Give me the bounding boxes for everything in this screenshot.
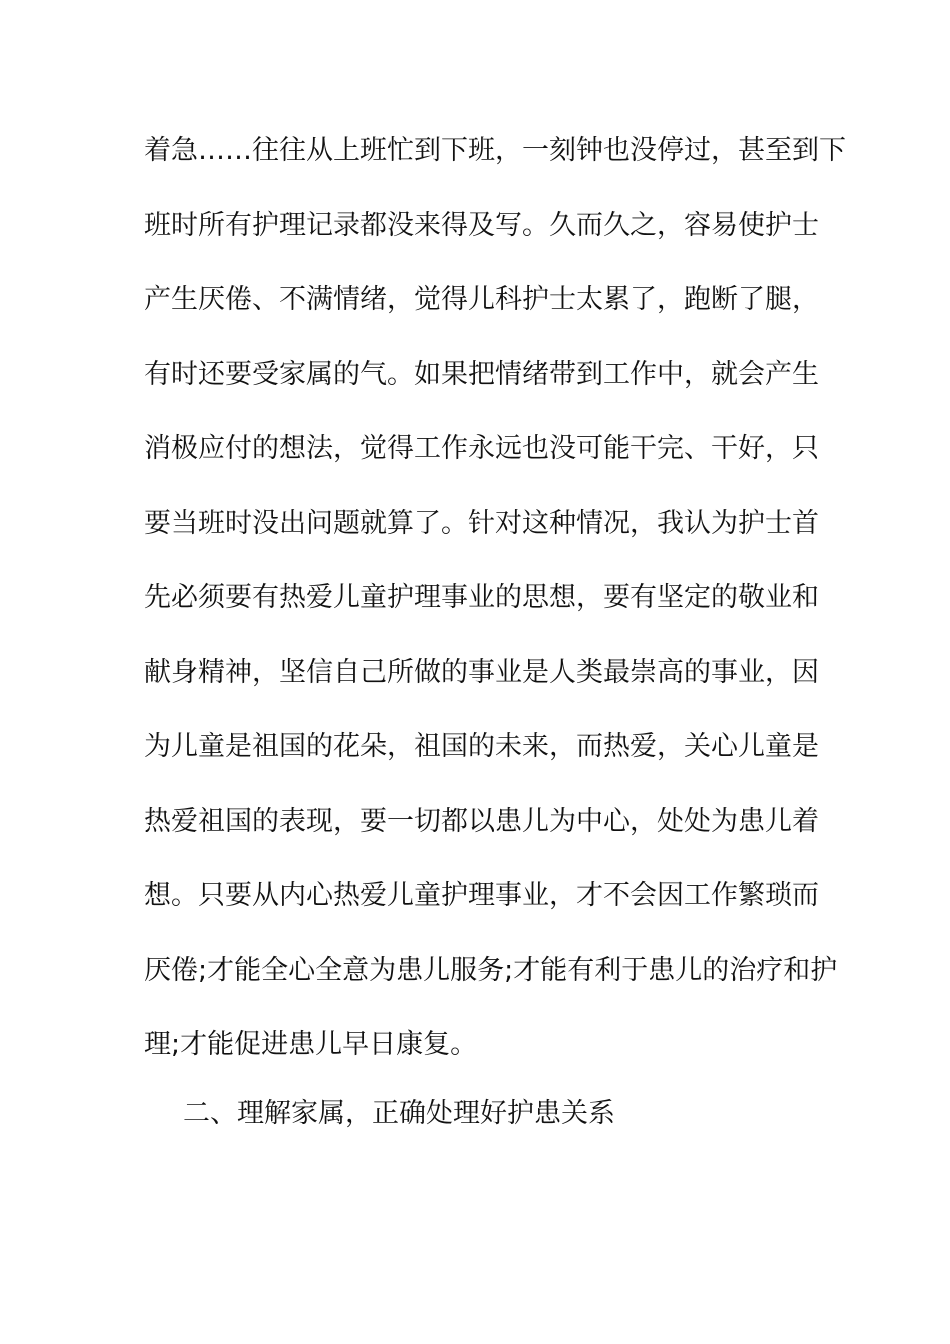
paragraph-line: 想。只要从内心热爱儿童护理事业，才不会因工作繁琐而 (144, 880, 819, 911)
paragraph-line: 献身精神，坚信自己所做的事业是人类最崇高的事业，因 (144, 656, 819, 688)
paragraph-line: 为儿童是祖国的花朵，祖国的未来，而热爱，关心儿童是 (144, 731, 819, 762)
paragraph-line: 先必须要有热爱儿童护理事业的思想，要有坚定的敬业和 (144, 582, 819, 613)
body-paragraph (144, 128, 846, 1097)
paragraph-line: 消极应付的想法，觉得工作永远也没可能干完、干好，只 (144, 433, 819, 464)
paragraph-line: 班时所有护理记录都没来得及写。久而久之，容易使护士 (144, 209, 819, 241)
paragraph-line: 有时还要受家属的气。如果把情绪带到工作中，就会产生 (144, 358, 819, 390)
paragraph-line: 着急……往往从上班忙到下班，一刻钟也没停过，甚至到下 (144, 135, 846, 166)
paragraph-line: 热爱祖国的表现，要一切都以患儿为中心，处处为患儿着 (144, 805, 819, 837)
section-heading: 二、理解家属，正确处理好护患关系 (183, 1098, 615, 1129)
paragraph-line: 要当班时没出问题就算了。针对这种情况，我认为护士首 (144, 507, 819, 539)
paragraph-line: 产生厌倦、不满情绪，觉得儿科护士太累了，跑断了腿， (144, 284, 819, 315)
paragraph-line: 理;才能促进患儿早日康复。 (144, 1029, 478, 1060)
paragraph-line: 厌倦;才能全心全意为患儿服务;才能有利于患儿的治疗和护 (144, 954, 838, 986)
